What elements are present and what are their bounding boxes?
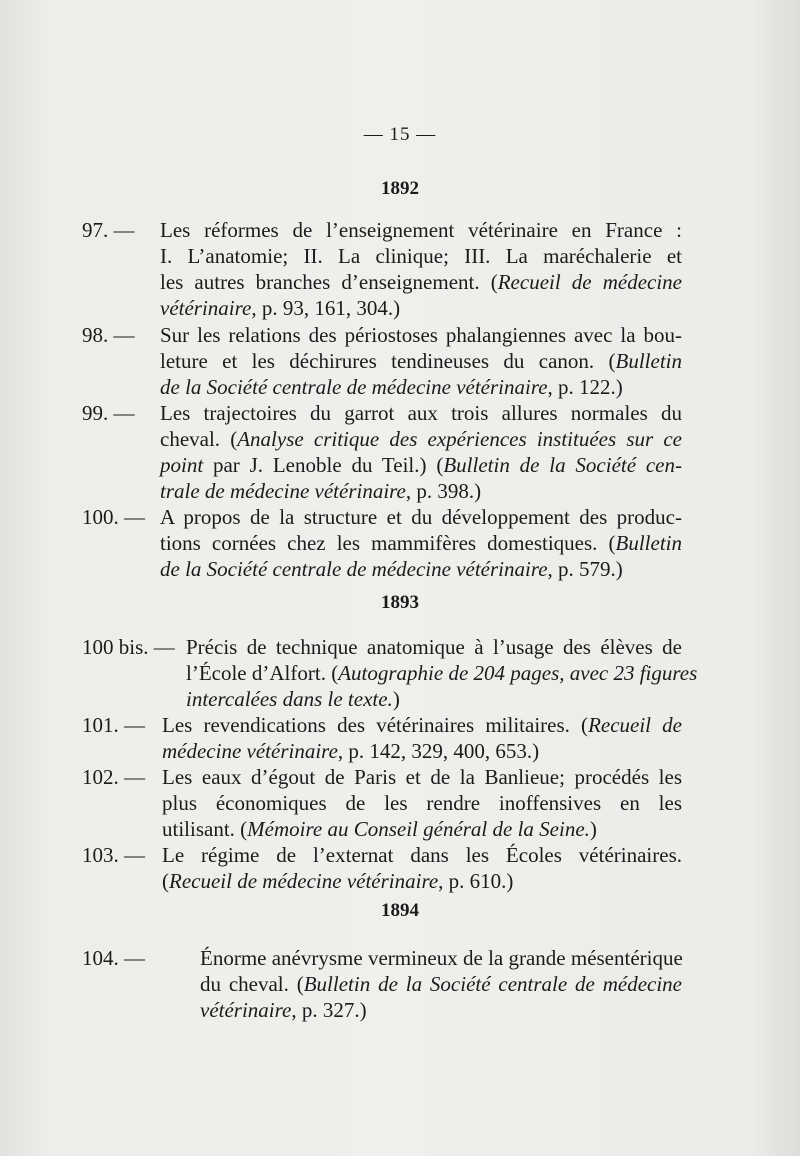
text-segment: Les réformes de l’enseignement vétérinaire en France : [160, 218, 682, 242]
text-line [162, 842, 682, 868]
text-line [200, 997, 682, 1023]
text-segment: , p. 327.) [291, 998, 367, 1022]
text-line [200, 971, 682, 997]
text-line [160, 530, 682, 556]
text-line [160, 556, 682, 582]
entry-text [162, 764, 682, 842]
year-heading: 1892 [381, 178, 419, 199]
italic-segment: Bulletin de la Société cen- [443, 453, 682, 477]
text-line [200, 945, 682, 971]
entry-text [160, 322, 682, 400]
year-heading: 1893 [381, 592, 419, 613]
text-segment: , p. 93, 161, 304.) [251, 296, 401, 320]
entry-text [162, 712, 682, 764]
text-line [160, 374, 682, 400]
text-line [160, 452, 682, 478]
text-segment: ) [589, 817, 597, 841]
italic-segment: Recueil de médecine [497, 270, 682, 294]
bibliography-entry [82, 842, 682, 894]
entry-number: 100. — [82, 505, 145, 529]
text-line [160, 217, 682, 243]
italic-segment: Recueil de [588, 713, 682, 737]
entry-number: 103. — [82, 843, 145, 867]
text-segment: Le régime de l’externat dans les Écoles vétérinaires. [162, 843, 682, 867]
italic-segment: vétérinaire [160, 296, 252, 320]
italic-segment: de la Société centrale de médecine vétérinaire [160, 375, 548, 399]
entry-number: 102. — [82, 765, 145, 789]
bibliography-entry [82, 400, 682, 504]
text-segment: I. L’anatomie; II. La clinique; III. La maréchalerie et [160, 244, 682, 268]
text-line [160, 504, 682, 530]
italic-segment: Bulletin [615, 349, 682, 373]
text-line [160, 348, 682, 374]
text-segment: cheval. ( [160, 427, 238, 451]
bibliography-entry [82, 217, 682, 321]
text-segment: du cheval. ( [200, 972, 304, 996]
year-heading: 1894 [381, 900, 419, 921]
italic-segment: Analyse critique des expériences instituées sur ce [237, 427, 682, 451]
text-line [160, 478, 682, 504]
text-segment: , p. 142, 329, 400, 653.) [337, 739, 540, 763]
italic-segment: intercalées dans le texte. [186, 687, 393, 711]
text-segment: Les trajectoires du garrot aux trois allures normales du [160, 401, 682, 425]
bibliography-entry [82, 504, 682, 582]
entry-number: 97. — [82, 218, 135, 242]
text-line [160, 426, 682, 452]
bibliography-entry [82, 634, 698, 712]
text-segment: plus économiques de les rendre inoffensives en les [162, 791, 682, 815]
italic-segment: de la Société centrale de médecine vétérinaire [160, 557, 548, 581]
text-segment: , p. 579.) [547, 557, 623, 581]
entry-text [162, 842, 682, 894]
text-segment: utilisant. ( [162, 817, 248, 841]
italic-segment: médecine vétérinaire [162, 739, 338, 763]
text-line [160, 400, 682, 426]
bibliography-entry [82, 945, 682, 1023]
text-line [160, 322, 682, 348]
bibliography-entry [82, 712, 682, 764]
italic-segment: Recueil de médecine vétérinaire [169, 869, 439, 893]
text-line [162, 790, 682, 816]
text-segment: l’École d’Alfort. ( [186, 661, 339, 685]
text-segment: les autres branches d’enseignement. ( [160, 270, 498, 294]
text-line [186, 634, 682, 660]
text-segment: ) [392, 687, 400, 711]
entry-number: 99. — [82, 401, 135, 425]
text-segment: par J. Lenoble du Teil.) ( [203, 453, 444, 477]
text-line [160, 295, 682, 321]
text-line [162, 764, 682, 790]
text-segment: leture et les déchirures tendineuses du canon. ( [160, 349, 616, 373]
text-line [162, 712, 682, 738]
text-segment: Les revendications des vétérinaires militaires. ( [162, 713, 589, 737]
italic-segment: Bulletin [615, 531, 682, 555]
entry-text [160, 504, 682, 582]
text-line [160, 243, 682, 269]
text-segment: Les eaux d’égout de Paris et de la Banlieue; procédés les [162, 765, 682, 789]
italic-segment: Mémoire au Conseil général de la Seine. [247, 817, 590, 841]
entry-number: 104. — [82, 946, 145, 970]
text-segment: Sur les relations des périostoses phalangiennes avec la bou- [160, 323, 682, 347]
text-segment: ( [162, 869, 169, 893]
text-line [160, 269, 682, 295]
entry-text [160, 217, 682, 321]
text-segment: , p. 122.) [547, 375, 623, 399]
text-line [162, 816, 682, 842]
text-segment: , p. 610.) [438, 869, 514, 893]
text-segment: Énorme anévrysme vermineux de la grande mésentérique [200, 946, 683, 970]
entry-text [160, 400, 682, 504]
bibliography-entry [82, 322, 682, 400]
italic-segment: vétérinaire [200, 998, 292, 1022]
italic-segment: Autographie de 204 pages, avec 23 figures [338, 661, 698, 685]
entry-number: 98. — [82, 323, 135, 347]
entry-text [200, 945, 682, 1023]
entry-number: 100 bis. — [82, 635, 175, 659]
text-line [162, 738, 682, 764]
entry-text [186, 634, 698, 712]
text-line [186, 686, 682, 712]
italic-segment: trale de médecine vétérinaire [160, 479, 406, 503]
text-segment: , p. 398.) [405, 479, 482, 503]
text-segment: Précis de technique anatomique à l’usage des élèves de [186, 635, 682, 659]
bibliography-entry [82, 764, 682, 842]
text-line [162, 868, 682, 894]
text-segment: A propos de la structure et du développement des produc- [160, 505, 682, 529]
italic-segment: Bulletin de la Société centrale de médecine [303, 972, 682, 996]
text-segment: tions cornées chez les mammifères domestiques. ( [160, 531, 616, 555]
page-number: — 15 — [363, 124, 437, 145]
text-line [186, 660, 698, 686]
entry-number: 101. — [82, 713, 145, 737]
italic-segment: point [160, 453, 204, 477]
